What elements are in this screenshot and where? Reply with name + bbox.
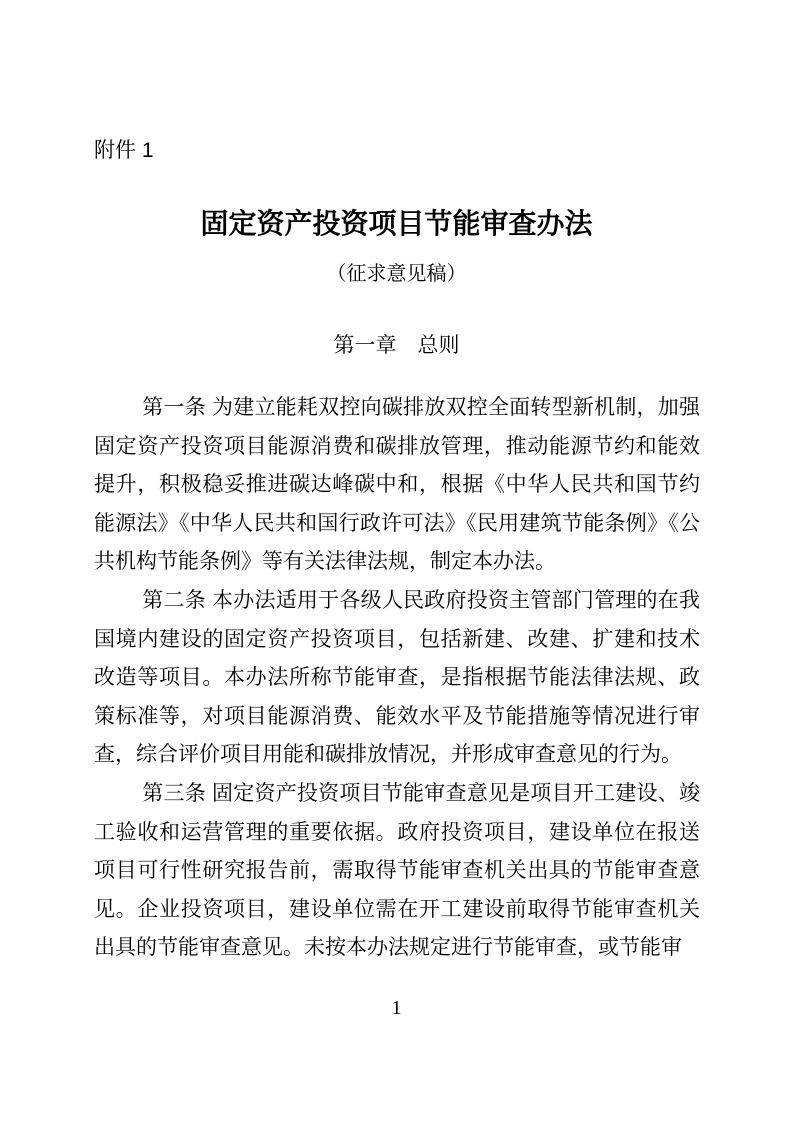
article-2-paragraph: 第二条 本办法适用于各级人民政府投资主管部门管理的在我国境内建设的固定资产投资项目，包括新建、改建、扩建和技术改造等项目。本办法所称节能审查，是指根据节能法律法规、政策标准等，对项目能源消费、能效水平及节能措施等情况进行审查，综合评价项目用能和碳排放情况，并形成审查意见的行为。 [94, 588, 700, 767]
article-3-paragraph: 第三条 固定资产投资项目节能审查意见是项目开工建设、竣工验收和运营管理的重要依据。政府投资项目，建设单位在报送项目可行性研究报告前，需取得节能审查机关出具的节能审查意见。企业投资项目，建设单位需在开工建设前取得节能审查机关出具的节能审查意见。未按本办法规定进行节能审查，或节能审 [94, 781, 700, 960]
article-1-paragraph: 第一条 为建立能耗双控向碳排放双控全面转型新机制，加强固定资产投资项目能源消费和碳排放管理，推动能源节约和能效提升，积极稳妥推进碳达峰碳中和，根据《中华人民共和国节约能源法》《中华人民共和国行政许可法》《民用建筑节能条例》《公共机构节能条例》等有关法律法规，制定本办法。 [94, 396, 700, 574]
page-number: 1 [391, 997, 402, 1019]
document-title: 固定资产投资项目节能审查办法 [200, 208, 593, 239]
document-body [94, 389, 700, 968]
document-subtitle: （征求意见稿） [326, 263, 467, 285]
chapter-heading: 第一章 总则 [333, 334, 460, 357]
attachment-label: 附件 1 [94, 139, 154, 162]
